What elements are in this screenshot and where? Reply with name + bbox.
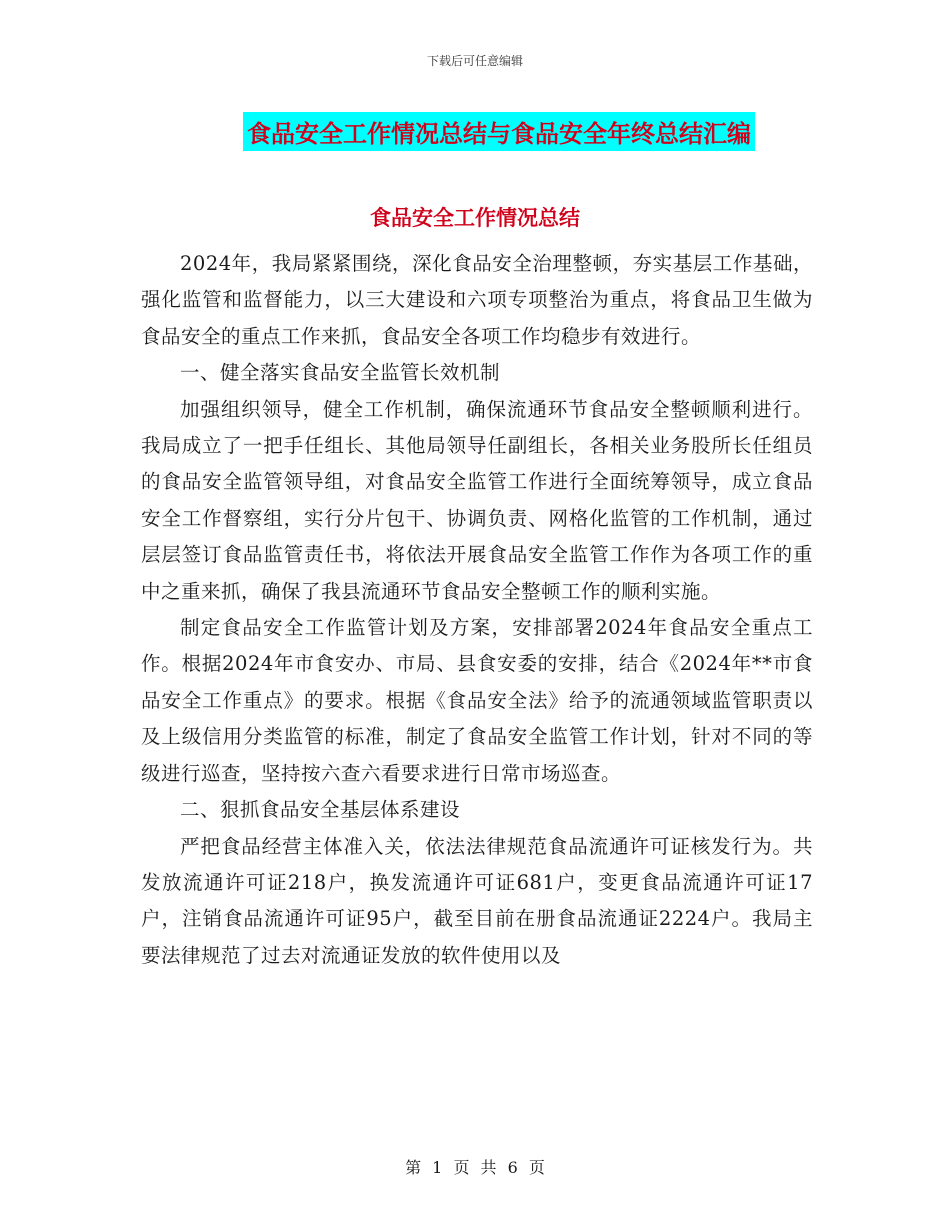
main-title-container bbox=[0, 112, 950, 151]
paragraph-licensing: 严把食品经营主体准入关，依法法律规范食品流通许可证核发行为。共发放流通许可证218户，换发流通许可证681户，变更食品流通许可证17户，注销食品流通许可证95户，截至目前在册食品流通证2224户。我局主要法律规范了过去对流通证发放的软件使用以及 bbox=[141, 834, 813, 967]
paragraph-plan: 制定食品安全工作监管计划及方案，安排部署2024年食品安全重点工作。根据2024年市食安办、市局、县食安委的安排，结合《2024年**市食品安全工作重点》的要求。根据《食品安全法》给予的流通领域监管职责以及上级信用分类监管的标准，制定了食品安全监管工作计划，针对不同的等级进行巡查，坚持按六查六看要求进行日常市场巡查。 bbox=[141, 616, 813, 785]
paragraph-organization: 加强组织领导，健全工作机制，确保流通环节食品安全整顿顺利进行。我局成立了一把手任组长、其他局领导任副组长，各相关业务股所长任组员的食品安全监管领导组，对食品安全监管工作进行全面统筹领导，成立食品安全工作督察组，实行分片包干、协调负责、网格化监管的工作机制，通过层层签订食品监管责任书，将依法开展食品安全监管工作作为各项工作的重中之重来抓，确保了我县流通环节食品安全整顿工作的顺利实施。 bbox=[141, 397, 813, 603]
document-body bbox=[141, 246, 813, 974]
page-footer-number: 第 1 页 共 6 页 bbox=[405, 1158, 545, 1177]
section-title: 食品安全工作情况总结 bbox=[370, 206, 580, 230]
heading-one: 一、健全落实食品安全监管长效机制 bbox=[180, 361, 501, 385]
heading-two: 二、狠抓食品安全基层体系建设 bbox=[180, 798, 461, 822]
page-header-note: 下载后可任意编辑 bbox=[426, 54, 523, 68]
main-title: 食品安全工作情况总结与食品安全年终总结汇编 bbox=[243, 112, 755, 151]
paragraph-intro: 2024年，我局紧紧围绕，深化食品安全治理整顿，夯实基层工作基础，强化监管和监督能力，以三大建设和六项专项整治为重点，将食品卫生做为食品安全的重点工作来抓，食品安全各项工作均稳步有效进行。 bbox=[141, 252, 813, 348]
